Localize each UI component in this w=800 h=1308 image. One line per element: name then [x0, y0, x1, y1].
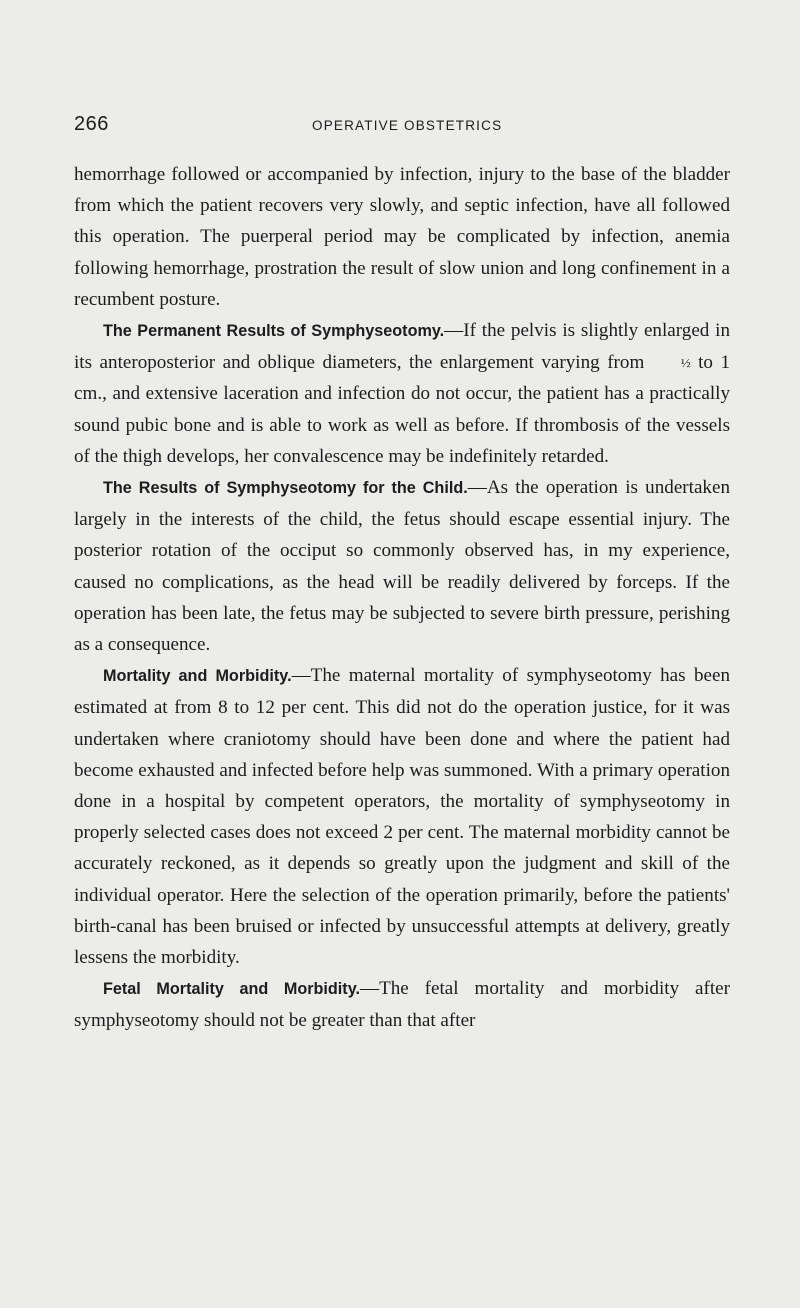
paragraph-text: hemorrhage followed or accompanied by infection, injury to the base of the bladder from which the patient recovers very slowly, and septic infection, have all followed this operation. The puerperal period may be complicated by infection, anemia following hemorrhage, prostration the result of slow union and long confinement in a recumbent posture.	[74, 164, 730, 310]
section-heading: Fetal Mortality and Morbidity.	[103, 980, 360, 999]
section-heading: Mortality and Morbidity.	[103, 667, 292, 686]
body-text	[74, 159, 730, 1037]
section-heading: The Permanent Results of Symphyseotomy.	[103, 322, 445, 341]
page-number: 266	[74, 113, 109, 135]
fraction-one-half: ½	[680, 355, 691, 371]
paragraph-text: to 1 cm., and extensive laceration and infection do not occur, the patient has a practically sound pubic bone and is able to work as well as before. If thrombosis of the vessels of the thigh develops, her convalescence may be indefinitely retarded.	[74, 352, 730, 467]
page-header	[74, 113, 730, 143]
paragraph-continuation	[74, 159, 730, 315]
section-heading: The Results of Symphyseotomy for the Child.	[103, 479, 468, 498]
paragraph-results-for-child	[74, 472, 730, 660]
paragraph-text: —If the pelvis is slightly enlarged in its anteroposterior and oblique diameters, the enlargement varying from	[74, 320, 730, 374]
paragraph-text: —The maternal mortality of symphyseotomy has been estimated at from 8 to 12 per cent. This did not do the operation justice, for it was undertaken where craniotomy should have been done and where the patient had become exhausted and infected before help was summoned. With a primary operation done in a hospital by competent operators, the mortality of symphyseotomy in properly selected cases does not exceed 2 per cent. The maternal morbidity cannot be accurately reckoned, as it depends so greatly upon the judgment and skill of the individual operator. Here the selection of the operation primarily, before the patients' birth-canal has been bruised or infected by unsuccessful attempts at delivery, greatly lessens the morbidity.	[74, 665, 731, 969]
paragraph-fetal-mortality	[74, 973, 730, 1036]
paragraph-text: —As the operation is undertaken largely in the interests of the child, the fetus should escape essential injury. The posterior rotation of the occiput so commonly observed has, in my experience, caused no complications, as the head will be readily delivered by forceps. If the operation has been late, the fetus may be subjected to severe birth pressure, perishing as a consequence.	[74, 477, 731, 656]
paragraph-text: —The fetal mortality and morbidity after symphyseotomy should not be greater than that after	[74, 978, 730, 1032]
running-title: OPERATIVE OBSTETRICS	[312, 118, 503, 133]
paragraph-permanent-results	[74, 315, 730, 472]
paragraph-mortality-morbidity	[74, 660, 730, 973]
